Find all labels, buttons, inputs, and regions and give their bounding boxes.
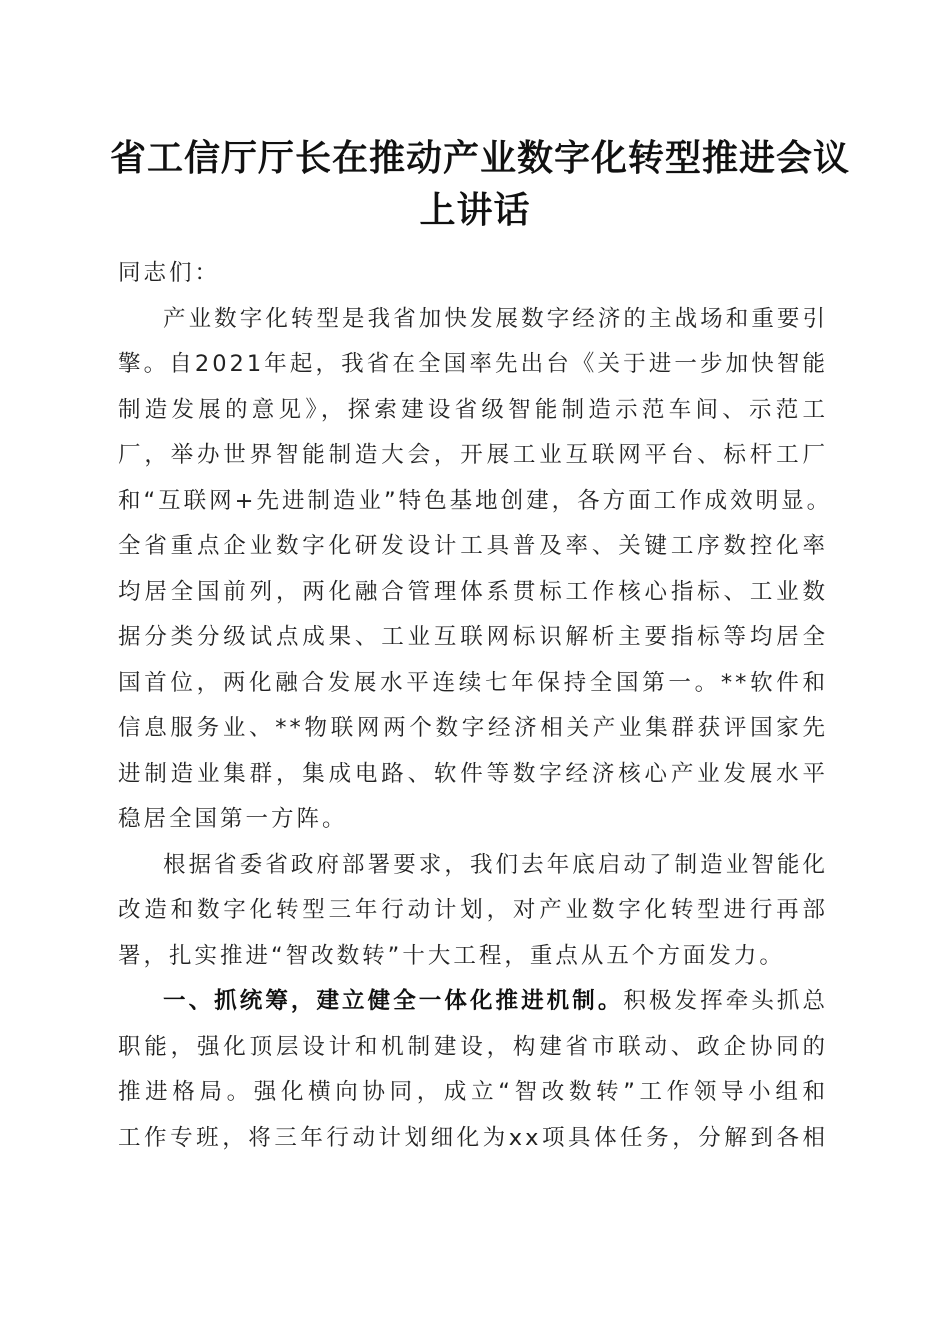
paragraph-line: 稳居全国第一方阵。 [118, 806, 348, 832]
title-line-1: 省工信厅厅长在推动产业数字化转型推进会议 [110, 137, 851, 179]
paragraph-line-first [118, 979, 828, 1025]
paragraph-line: 产业数字化转型是我省加快发展数字经济的主战场和重要引 [163, 305, 828, 332]
paragraph-line: 推进格局。强化横向协同，成立“智改数转”工作领导小组和 [118, 1079, 828, 1105]
paragraph-line: 国首位，两化融合发展水平连续七年保持全国第一。**软件和 [118, 669, 828, 696]
paragraph-line: 进制造业集群，集成电路、软件等数字经济核心产业发展水平 [118, 760, 828, 787]
paragraph-line: 改造和数字化转型三年行动计划，对产业数字化转型进行再部 [118, 897, 828, 923]
salutation [118, 251, 828, 297]
paragraph-line: 擎。自2021年起，我省在全国率先出台《关于进一步加快智能 [118, 351, 828, 377]
paragraph-line: 据分类分级试点成果、工业互联网标识解析主要指标等均居全 [118, 624, 828, 650]
paragraph-line: 工作专班，将三年行动计划细化为xx项具体任务，分解到各相 [118, 1124, 828, 1151]
paragraph-3 [118, 979, 828, 1161]
section-heading-rest: 积极发挥牵头抓总 [623, 988, 828, 1014]
paragraph-line: 均居全国前列，两化融合管理体系贯标工作核心指标、工业数 [118, 578, 828, 605]
title-line-2: 上讲话 [419, 189, 531, 231]
paragraph-line: 署，扎实推进“智改数转”十大工程，重点从五个方面发力。 [118, 942, 785, 969]
paragraph-1 [118, 297, 833, 843]
paragraph-line: 信息服务业、**物联网两个数字经济相关产业集群获评国家先 [118, 715, 828, 741]
paragraph-2 [118, 843, 828, 980]
paragraph-line: 根据省委省政府部署要求，我们去年底启动了制造业智能化 [163, 851, 828, 878]
section-heading: 一、抓统筹，建立健全一体化推进机制。 [163, 988, 624, 1014]
document-title [110, 132, 851, 236]
paragraph-line: 职能，强化顶层设计和机制建设，构建省市联动、政企协同的 [118, 1033, 828, 1060]
salutation-text: 同志们： [118, 260, 221, 286]
paragraph-line: 和“互联网+先进制造业”特色基地创建，各方面工作成效明显。 [118, 487, 833, 514]
paragraph-line: 厂，举办世界智能制造大会，开展工业互联网平台、标杆工厂 [118, 442, 828, 468]
paragraph-line: 全省重点企业数字化研发设计工具普及率、关键工序数控化率 [118, 533, 828, 559]
document-body [118, 251, 833, 1161]
paragraph-line: 制造发展的意见》，探索建设省级智能制造示范车间、示范工 [118, 396, 828, 423]
